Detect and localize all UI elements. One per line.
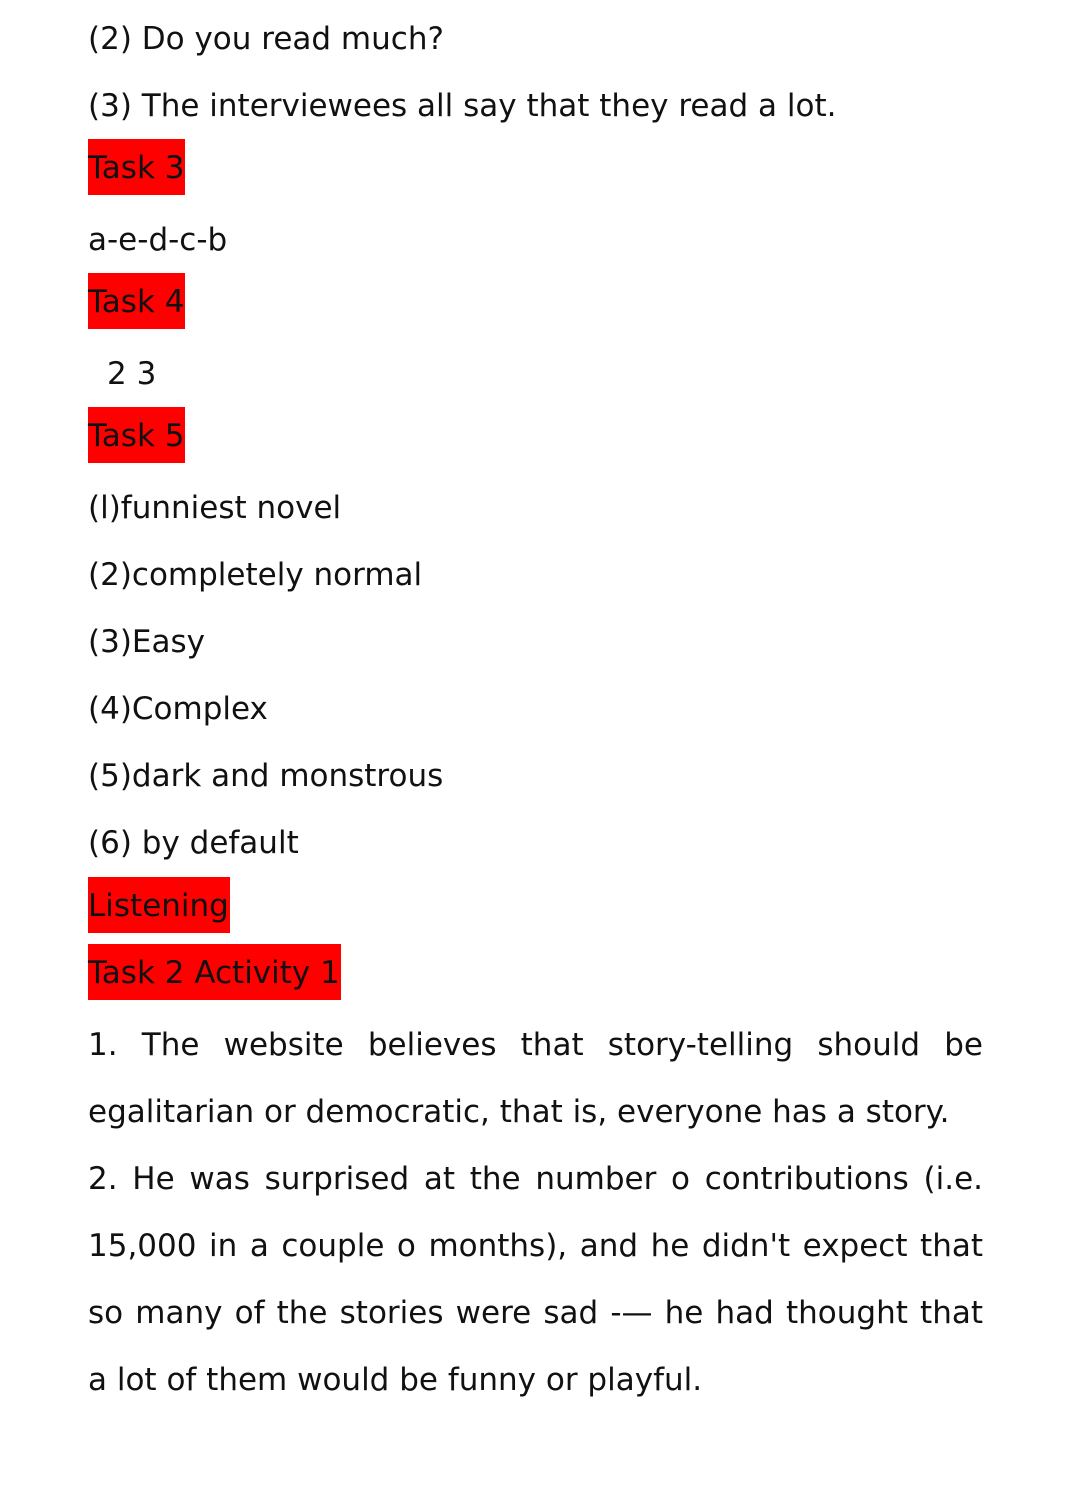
task-3-heading bbox=[88, 139, 185, 195]
paragraph-1-line-2: egalitarian or democratic, that is, everyone has a story. bbox=[88, 1094, 950, 1130]
task-5-item-6: (6) by default bbox=[88, 825, 299, 861]
task-5-heading bbox=[88, 407, 185, 463]
paragraph-2-line-3 bbox=[88, 1293, 983, 1333]
task-2-activity-1-heading bbox=[88, 944, 341, 1000]
paragraph-2-line-2 bbox=[88, 1226, 983, 1266]
answer-3: (3) The interviewees all say that they read a lot. bbox=[88, 88, 837, 124]
task-4-answer: 2 3 bbox=[107, 356, 157, 392]
task-4-highlight: Task 4 bbox=[88, 273, 185, 329]
paragraph-2-line-4: a lot of them would be funny or playful. bbox=[88, 1362, 703, 1398]
paragraph-2-line-1 bbox=[88, 1159, 983, 1199]
task-4-heading bbox=[88, 273, 185, 329]
paragraph-1-line-1 bbox=[88, 1025, 983, 1065]
paragraph-2-line-1-text: 2. He was surprised at the number o contributions (i.e. bbox=[88, 1161, 983, 1197]
paragraph-2-line-3-text: so many of the stories were sad -— he had thought that bbox=[88, 1295, 983, 1331]
task-5-item-1: (l)funniest novel bbox=[88, 490, 342, 526]
task-5-item-5: (5)dark and monstrous bbox=[88, 758, 444, 794]
paragraph-1-line-1-text: 1. The website believes that story-telling should be bbox=[88, 1027, 983, 1063]
task-5-highlight: Task 5 bbox=[88, 407, 185, 463]
task-5-item-2: (2)completely normal bbox=[88, 557, 423, 593]
task-5-item-3: (3)Easy bbox=[88, 624, 205, 660]
task-5-item-4: (4)Complex bbox=[88, 691, 268, 727]
listening-highlight: Listening bbox=[88, 877, 230, 933]
task-3-highlight: Task 3 bbox=[88, 139, 185, 195]
listening-heading bbox=[88, 877, 230, 933]
question-2: (2) Do you read much? bbox=[88, 21, 444, 57]
task-3-answer: a-e-d-c-b bbox=[88, 222, 228, 258]
paragraph-2-line-2-text: 15,000 in a couple o months), and he didn't expect that bbox=[88, 1228, 983, 1264]
task-2-activity-1-highlight: Task 2 Activity 1 bbox=[88, 944, 341, 1000]
